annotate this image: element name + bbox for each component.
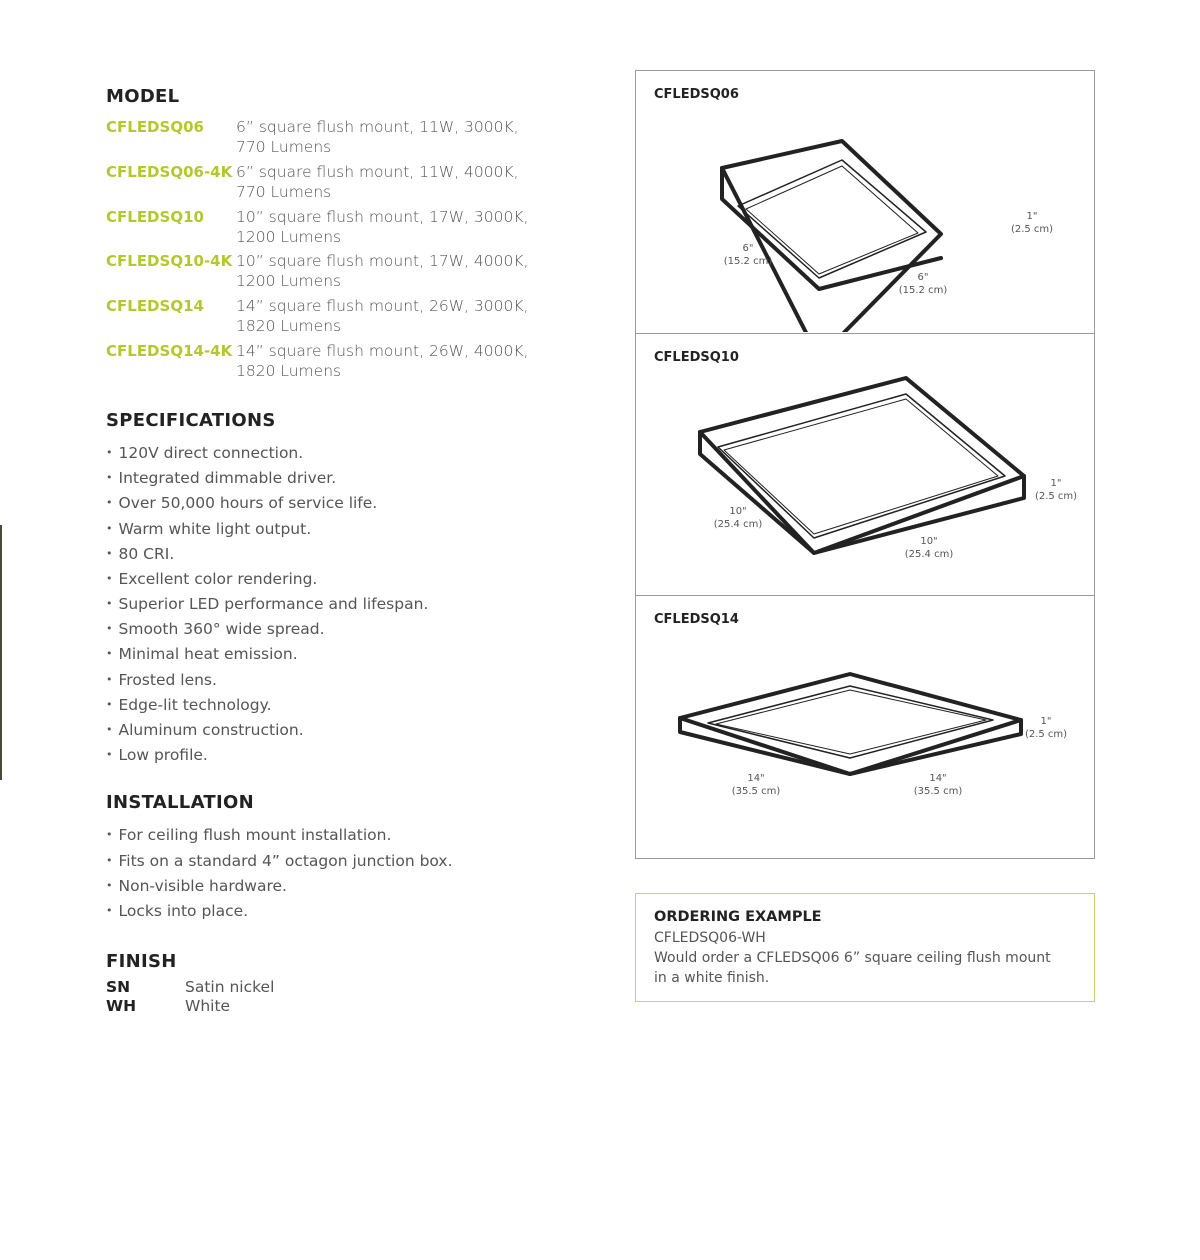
model-desc: 6” square flush mount, 11W, 4000K, 770 Lumens — [236, 162, 519, 201]
dim-height-in: 1" — [1050, 478, 1062, 489]
ordering-example-box — [635, 893, 1095, 1002]
model-heading: MODEL — [106, 86, 180, 107]
dim-right-in: 14" — [929, 773, 947, 784]
spec-item: • Smooth 360° wide spread. — [106, 619, 576, 644]
diagram-panel-sq10 — [636, 333, 1094, 595]
spec-item: • 120V direct connection. — [106, 443, 576, 468]
ordering-desc-line2: in a white finish. — [654, 970, 770, 986]
fixture-outline — [722, 141, 941, 332]
finish-heading: FINISH — [106, 951, 177, 973]
model-code: CFLEDSQ06-4K — [106, 162, 233, 181]
dim-right-in: 10" — [920, 536, 938, 547]
finish-list — [106, 978, 576, 1016]
dim-height-cm: (2.5 cm) — [1024, 729, 1068, 740]
installation-list — [106, 825, 576, 926]
diagram-panel-sq14 — [636, 595, 1094, 857]
dim-right-cm: (25.4 cm) — [904, 549, 954, 560]
model-code: CFLEDSQ10-4K — [106, 252, 233, 271]
diagram-title: CFLEDSQ14 — [654, 612, 739, 627]
spec-item: • Frosted lens. — [106, 670, 576, 695]
ordering-title: ORDERING EXAMPLE — [654, 909, 822, 925]
ordering-desc-line1: Would order a CFLEDSQ06 6” square ceiling flush mount — [654, 950, 1051, 966]
left-column — [106, 86, 576, 1016]
spec-item: • Edge-lit technology. — [106, 695, 576, 720]
page-edge-line — [0, 525, 2, 780]
fixture-drawing-sq06 — [636, 71, 1094, 332]
installation-heading: INSTALLATION — [106, 792, 254, 814]
installation-item: • Fits on a standard 4” octagon junction box. — [106, 851, 576, 876]
specifications-heading: SPECIFICATIONS — [106, 409, 276, 431]
model-code: CFLEDSQ06 — [106, 118, 204, 136]
spec-item: • 80 CRI. — [106, 544, 576, 569]
diagram-title: CFLEDSQ06 — [654, 87, 739, 102]
finish-name: White — [185, 997, 231, 1016]
spec-item: • Over 50,000 hours of service life. — [106, 493, 576, 518]
dim-right-in: 6" — [917, 272, 929, 283]
model-row — [106, 207, 576, 247]
fixture-drawing-sq10 — [636, 334, 1094, 595]
dimension-diagrams — [635, 70, 1095, 859]
diagram-panel-sq06 — [636, 71, 1094, 332]
finish-row — [106, 978, 576, 997]
model-code: CFLEDSQ14-4K — [106, 341, 233, 360]
installation-item: • Non-visible hardware. — [106, 876, 576, 901]
spec-item: • Aluminum construction. — [106, 720, 576, 745]
model-desc: 6” square flush mount, 11W, 3000K, 770 Lumens — [236, 118, 519, 156]
model-desc: 14” square flush mount, 26W, 3000K, 1820 Lumens — [236, 297, 529, 336]
model-row — [106, 162, 576, 202]
spec-item: • Superior LED performance and lifespan. — [106, 594, 576, 619]
dim-height-in: 1" — [1026, 211, 1038, 222]
dim-left-in: 10" — [729, 506, 747, 517]
dim-height-in: 1" — [1040, 716, 1052, 727]
installation-item: • Locks into place. — [106, 901, 576, 926]
dim-height-cm: (2.5 cm) — [1034, 491, 1078, 502]
model-row — [106, 296, 576, 336]
finish-row — [106, 997, 576, 1016]
model-desc: 10” square flush mount, 17W, 4000K, 1200 Lumens — [236, 252, 529, 291]
model-code: CFLEDSQ10 — [106, 207, 204, 226]
dim-left-in: 6" — [742, 243, 754, 254]
dim-left-cm: (35.5 cm) — [731, 786, 781, 797]
model-row — [106, 251, 576, 291]
dim-height-cm: (2.5 cm) — [1010, 224, 1054, 235]
dim-left-in: 14" — [747, 773, 765, 784]
model-desc: 10” square flush mount, 17W, 3000K, 1200 Lumens — [236, 207, 529, 246]
finish-name: Satin nickel — [185, 978, 275, 997]
installation-item: • For ceiling flush mount installation. — [106, 825, 576, 850]
spec-item: • Minimal heat emission. — [106, 644, 576, 669]
model-desc: 14” square flush mount, 26W, 4000K, 1820 Lumens — [236, 341, 529, 380]
dim-left-cm: (15.2 cm) — [723, 256, 773, 267]
finish-code: WH — [106, 997, 137, 1016]
spec-item: • Integrated dimmable driver. — [106, 468, 576, 493]
dim-right-cm: (15.2 cm) — [898, 285, 948, 296]
ordering-code: CFLEDSQ06-WH — [654, 930, 766, 946]
model-row — [106, 117, 576, 157]
specifications-list — [106, 443, 576, 770]
spec-item: • Excellent color rendering. — [106, 569, 576, 594]
model-list — [106, 117, 576, 381]
model-code: CFLEDSQ14 — [106, 297, 204, 316]
fixture-drawing-sq14 — [636, 596, 1094, 858]
dim-left-cm: (25.4 cm) — [713, 519, 763, 530]
finish-code: SN — [106, 978, 131, 997]
spec-item: • Warm white light output. — [106, 519, 576, 544]
diagram-title: CFLEDSQ10 — [654, 350, 739, 365]
spec-item: • Low profile. — [106, 745, 576, 770]
dim-right-cm: (35.5 cm) — [913, 786, 963, 797]
model-row — [106, 341, 576, 381]
